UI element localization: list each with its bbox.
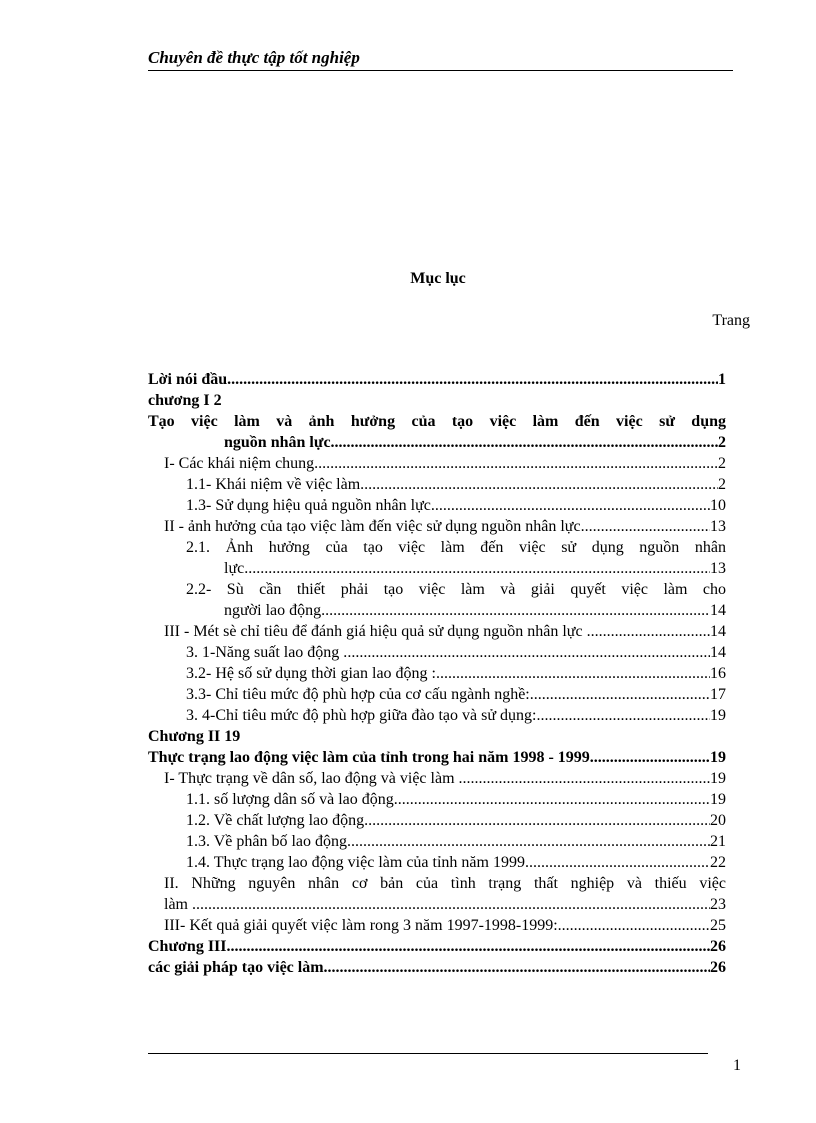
toc-entry-text: III - Mét sè chỉ tiêu để đánh giá hiệu quả sử dụng nguồn nhân lực . (164, 623, 591, 640)
toc-entry-page: 14 (710, 602, 726, 619)
toc-entry (148, 495, 726, 516)
footer-divider (148, 1053, 708, 1054)
toc-entry-page: 10 (710, 497, 726, 514)
toc-leader-dots (431, 495, 710, 516)
toc-entry (148, 768, 726, 789)
toc-entry-page: 16 (710, 665, 726, 682)
toc-leader-dots (364, 474, 718, 495)
toc-entry-text: II. Những nguyên nhân cơ bản của tình trạng thất nghiệp và thiếu việc (164, 875, 726, 892)
toc-entry-text: người lao động (224, 602, 322, 619)
toc-entry (148, 579, 726, 600)
toc-entry-text: 1.3- Sử dụng hiệu quả nguồn nhân lực (186, 497, 431, 514)
toc-entry (148, 789, 726, 810)
toc-entry-text: I- Các khái niệm chung. (164, 455, 319, 472)
toc-entry (148, 453, 726, 474)
toc-leader-dots (591, 621, 710, 642)
toc-leader-dots (463, 768, 710, 789)
page-title: Mục lục (410, 270, 466, 287)
toc-entry-page: 25 (710, 917, 726, 934)
toc-leader-dots (590, 747, 710, 768)
toc-entry (148, 390, 726, 411)
toc-entry-text: chương I 2 (148, 392, 222, 409)
toc-entry (148, 558, 726, 579)
toc-entry-text: I- Thực trạng về dân số, lao động và việc làm . (164, 770, 463, 787)
toc-entry-text: các giải pháp tạo việc làm (148, 959, 324, 976)
toc-entry-text: II - ảnh hưởng của tạo việc làm đến việc sử dụng nguồn nhân lực (164, 518, 581, 535)
page-number: 1 (733, 1057, 741, 1074)
toc-leader-dots (436, 663, 710, 684)
table-of-contents (148, 369, 726, 978)
toc-entry-text: 3. 1-Năng suất lao động . (186, 644, 348, 661)
toc-entry (148, 663, 726, 684)
toc-entry-page: 17 (710, 686, 726, 703)
toc-entry-page: 19 (710, 791, 726, 808)
toc-entry-page: 20 (710, 812, 726, 829)
toc-entry (148, 810, 726, 831)
toc-entry-text: Chương III (148, 938, 227, 955)
running-header: Chuyên đề thực tập tốt nghiệp (148, 48, 733, 71)
toc-entry-text: 2.1. Ảnh hưởng của tạo việc làm đến việc sử dụng nguồn nhân (186, 539, 726, 556)
toc-entry-text: Chương II 19 (148, 728, 241, 745)
toc-entry-page: 2 (718, 434, 726, 451)
toc-entry-text: lực (224, 560, 245, 577)
page-column-label: Trang (712, 312, 750, 329)
toc-entry-text: nguồn nhân lực (224, 434, 331, 451)
toc-leader-dots (331, 432, 718, 453)
toc-entry-text: 3.3- Chỉ tiêu mức độ phù hợp của cơ cấu ngành nghề: (186, 686, 530, 703)
toc-entry (148, 726, 726, 747)
toc-entry (148, 705, 726, 726)
toc-entry-text: 1.1. số lượng dân số và lao động (186, 791, 394, 808)
toc-entry (148, 747, 726, 768)
toc-entry-text: 3. 4-Chỉ tiêu mức độ phù hợp giữa đào tạo và sử dụng: (186, 707, 537, 724)
toc-entry (148, 936, 726, 957)
toc-entry-page: 26 (710, 959, 726, 976)
toc-leader-dots (321, 600, 710, 621)
toc-entry (148, 642, 726, 663)
toc-entry-page: 22 (710, 854, 726, 871)
toc-entry (148, 411, 726, 432)
toc-entry (148, 432, 726, 453)
toc-entry (148, 600, 726, 621)
toc-entry (148, 474, 726, 495)
toc-entry (148, 873, 726, 894)
toc-entry-text: làm . (164, 896, 196, 913)
toc-entry (148, 852, 726, 873)
toc-leader-dots (530, 684, 710, 705)
toc-entry-page: 19 (710, 749, 726, 766)
toc-leader-dots (525, 852, 710, 873)
toc-leader-dots (558, 915, 710, 936)
toc-entry-text: Lời nói đầu (148, 371, 228, 388)
toc-entry-page: 1 (718, 371, 726, 388)
toc-entry (148, 369, 726, 390)
toc-entry-text: 2.2- Sù cần thiết phải tạo việc làm và giải quyết việc làm cho (186, 581, 726, 598)
toc-entry-page: 19 (710, 770, 726, 787)
toc-leader-dots (244, 558, 710, 579)
toc-leader-dots (536, 705, 710, 726)
toc-leader-dots (227, 369, 718, 390)
toc-entry-text: 1.4. Thực trạng lao động việc làm của tỉnh năm 1999 (186, 854, 525, 871)
toc-entry-text: 1.2. Về chất lượng lao động. (186, 812, 369, 829)
toc-entry-page: 13 (710, 560, 726, 577)
toc-leader-dots (347, 642, 710, 663)
toc-entry (148, 915, 726, 936)
toc-leader-dots (196, 894, 710, 915)
toc-entry (148, 831, 726, 852)
toc-entry-text: Tạo việc làm và ảnh hưởng của tạo việc làm đến việc sử dụng (148, 413, 726, 430)
toc-leader-dots (351, 831, 710, 852)
toc-entry-page: 21 (710, 833, 726, 850)
toc-entry-text: 1.1- Khái niệm về việc làm. (186, 476, 365, 493)
toc-entry-page: 2 (718, 455, 726, 472)
toc-entry (148, 684, 726, 705)
toc-entry-page: 2 (718, 476, 726, 493)
toc-entry-text: III- Kết quả giải quyết việc làm rong 3 năm 1997-1998-1999: (164, 917, 558, 934)
toc-leader-dots (581, 516, 710, 537)
toc-entry-text: 1.3. Về phân bố lao động. (186, 833, 352, 850)
toc-entry-page: 13 (710, 518, 726, 535)
toc-entry-text: 3.2- Hệ số sử dụng thời gian lao động : (186, 665, 436, 682)
toc-entry-page: 26 (710, 938, 726, 955)
toc-entry (148, 537, 726, 558)
toc-leader-dots (227, 936, 711, 957)
toc-entry-page: 19 (710, 707, 726, 724)
toc-entry (148, 516, 726, 537)
toc-entry-text: Thực trạng lao động việc làm của tỉnh trong hai năm 1998 - 1999 (148, 749, 590, 766)
toc-leader-dots (394, 789, 710, 810)
toc-leader-dots (368, 810, 710, 831)
toc-entry (148, 957, 726, 978)
toc-leader-dots (324, 957, 710, 978)
toc-entry (148, 621, 726, 642)
toc-leader-dots (318, 453, 718, 474)
toc-entry-page: 23 (710, 896, 726, 913)
toc-entry-page: 14 (710, 644, 726, 661)
toc-entry-page: 14 (710, 623, 726, 640)
toc-entry (148, 894, 726, 915)
